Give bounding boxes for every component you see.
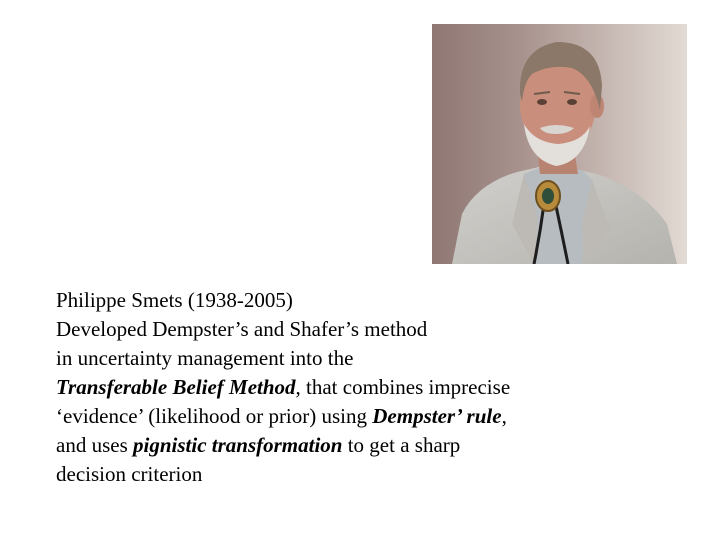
caption-text-5a: ‘evidence’ (likelihood or prior) using <box>56 404 373 428</box>
caption-line-6 <box>56 431 656 460</box>
portrait-photo <box>432 24 687 264</box>
dempster-rule-emphasis: Dempster’ rule <box>372 404 502 428</box>
caption-text <box>56 286 656 489</box>
caption-text-6b: to get a sharp <box>342 433 461 457</box>
caption-line-4 <box>56 373 656 402</box>
caption-line-7 <box>56 460 656 489</box>
caption-text-5b: , <box>501 404 507 428</box>
caption-text-7: decision criterion <box>56 462 203 486</box>
caption-line-name-dates <box>56 286 656 315</box>
caption-text-4: , that combines imprecise <box>295 375 511 399</box>
caption-line-5 <box>56 402 656 431</box>
caption-text-3: in uncertainty management into the <box>56 346 354 370</box>
portrait-illustration <box>432 24 687 264</box>
caption-line-3 <box>56 344 656 373</box>
transferable-belief-method-emphasis: Transferable Belief Method <box>56 375 296 399</box>
name-and-dates: Philippe Smets (1938-2005) <box>56 288 293 312</box>
caption-line-2 <box>56 315 656 344</box>
caption-text-2: Developed Dempster’s and Shafer’s method <box>56 317 428 341</box>
caption-text-6a: and uses <box>56 433 133 457</box>
pignistic-transformation-emphasis: pignistic transformation <box>133 433 343 457</box>
